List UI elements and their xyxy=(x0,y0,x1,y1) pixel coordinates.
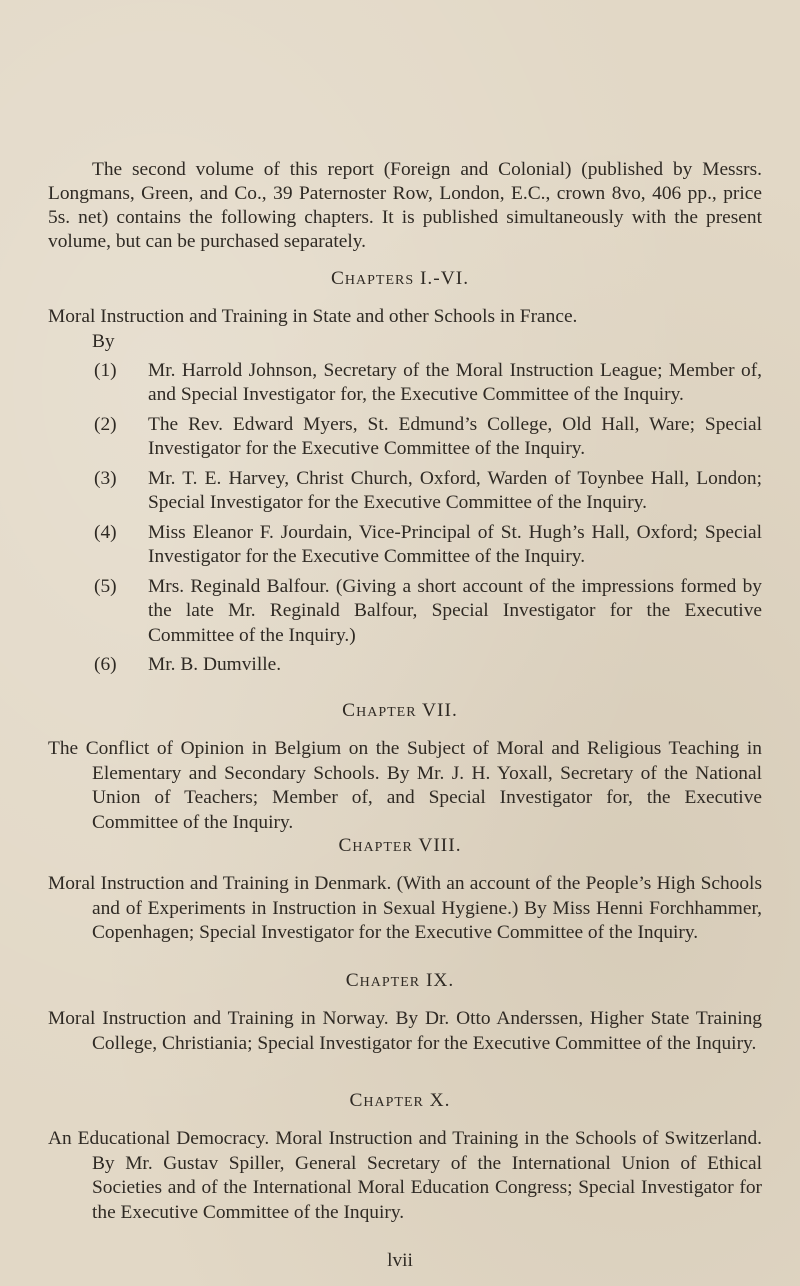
item-text: The Rev. Edward Myers, St. Edmund’s College, Old Hall, Ware; Special Investigator for the Executive Committee of the Inquiry. xyxy=(148,413,762,459)
section-title-france: Moral Instruction and Training in State and other Schools in France. xyxy=(48,306,578,327)
item-number: (6) xyxy=(94,654,117,675)
item-number: (1) xyxy=(94,359,117,381)
heading-chapter-8: Chapter VIII. xyxy=(338,835,462,856)
page-number: lvii xyxy=(387,1250,413,1271)
item-number: (5) xyxy=(94,575,117,597)
intro-paragraph: The second volume of this report (Foreign and Colonial) (published by Messrs. Longmans, Green, and Co., 39 Paternoster Row, London, E.C., crown 8vo, 406 pp., price 5s. net) contains the following chapters. It is published simultaneously with the present volume, but can be purchased separately. xyxy=(48,159,762,252)
item-number: (2) xyxy=(94,413,117,435)
item-text: Mrs. Reginald Balfour. (Giving a short account of the impressions formed by the late Mr. Reginald Balfour, Special Investigator for the Executive Committee of the Inquiry.) xyxy=(148,575,762,646)
heading-chapters-1-6: Chapters I.-VI. xyxy=(330,268,470,289)
item-number: (3) xyxy=(94,467,117,489)
list-item xyxy=(48,521,762,570)
by-line: By xyxy=(92,330,115,352)
section-norway: Moral Instruction and Training in Norway. By Dr. Otto Anderssen, Higher State Training College, Christiania; Special Investigator for the Executive Committee of the Inquiry. xyxy=(48,1008,762,1054)
item-text: Mr. Harrold Johnson, Secretary of the Moral Instruction League; Member of, and Special Investigator for, the Executive Committee of the Inquiry. xyxy=(148,359,762,405)
heading-chapter-7: Chapter VII. xyxy=(342,700,458,721)
list-item xyxy=(48,467,762,516)
section-france xyxy=(48,305,762,678)
section-denmark: Moral Instruction and Training in Denmark. (With an account of the People’s High Schools and of Experiments in Instruction in Sexual Hygiene.) By Miss Henni Forchhammer, Copenhagen; Special Investigator for the Executive Committee of the Inquiry. xyxy=(48,873,762,943)
item-text: Mr. T. E. Harvey, Christ Church, Oxford, Warden of Toynbee Hall, London; Special Investigator for the Executive Committee of the Inquiry. xyxy=(148,467,762,513)
item-text: Mr. B. Dumville. xyxy=(148,654,282,675)
list-item xyxy=(48,575,762,649)
list-item xyxy=(48,413,762,462)
list-item xyxy=(48,653,762,678)
heading-chapter-9: Chapter IX. xyxy=(345,970,455,991)
section-belgium: The Conflict of Opinion in Belgium on the Subject of Moral and Religious Teaching in Elementary and Secondary Schools. By Mr. J. H. Yoxall, Secretary of the National Union of Teachers; Member of, and Special Investigator for, the Executive Committee of the Inquiry. xyxy=(48,738,762,833)
heading-chapter-10: Chapter X. xyxy=(349,1090,451,1111)
section-switzerland: An Educational Democracy. Moral Instruction and Training in the Schools of Switzerland. By Mr. Gustav Spiller, General Secretary of the International Union of Ethical Societies and of the International Moral Education Congress; Special Investigator for the Executive Committee of the Inquiry. xyxy=(48,1128,762,1223)
list-item xyxy=(48,359,762,408)
item-number: (4) xyxy=(94,521,117,543)
item-text: Miss Eleanor F. Jourdain, Vice-Principal of St. Hugh’s Hall, Oxford; Special Investigator for the Executive Committee of the Inquiry. xyxy=(148,521,762,567)
